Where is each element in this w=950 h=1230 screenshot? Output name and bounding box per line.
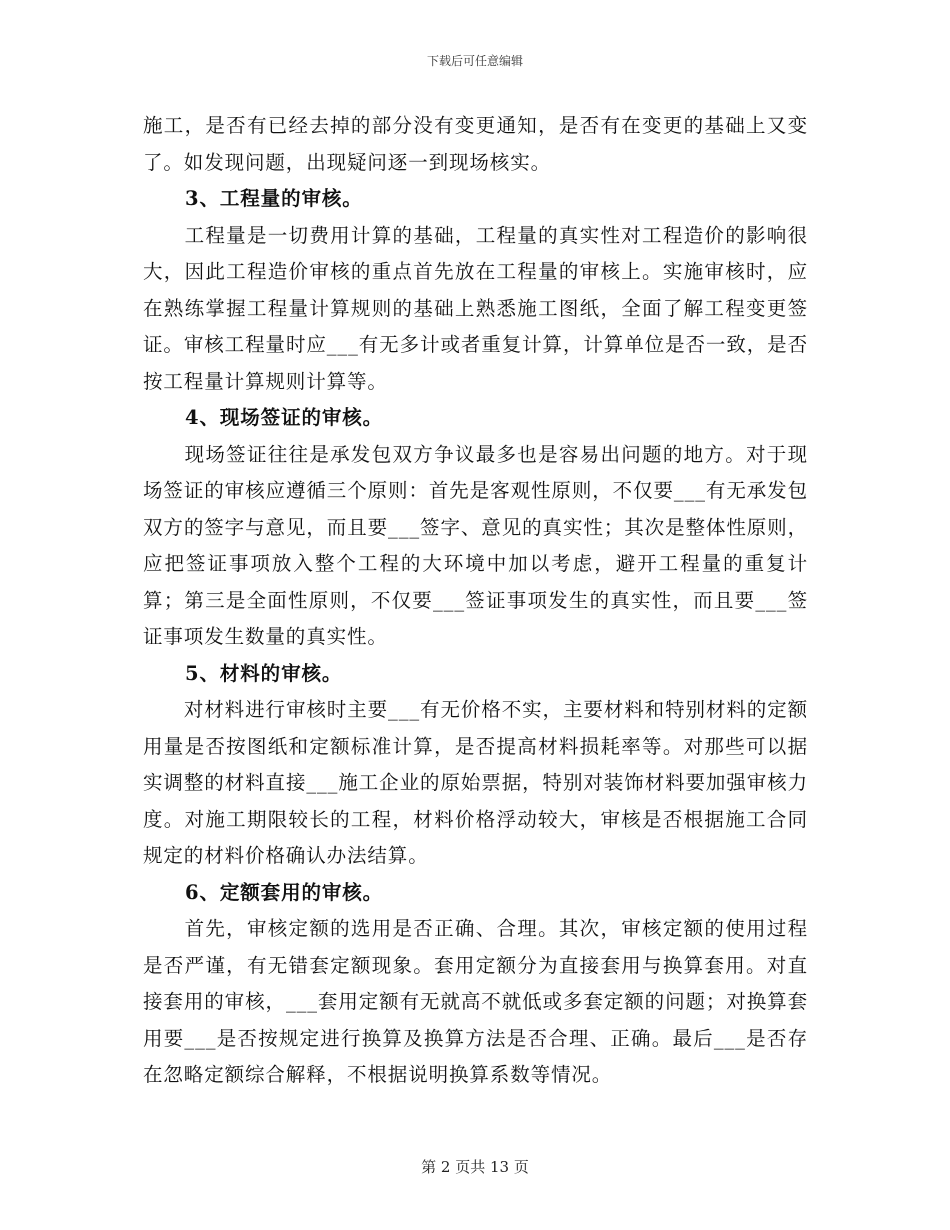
paragraph-section-3: 工程量是一切费用计算的基础，工程量的真实性对工程造价的影响很大，因此工程造价审核的重点首先放在工程量的审核上。实施审核时，应在熟练掌握工程量计算规则的基础上熟悉施工图纸，全面了解工程变更签证。审核工程量时应___有无多计或者重复计算，计算单位是否一致，是否按工程量计算规则计算等。: [143, 223, 808, 393]
section-heading-6: 6、定额套用的审核。: [185, 880, 384, 904]
paragraph-section-4: 现场签证往往是承发包双方争议最多也是容易出问题的地方。对于现场签证的审核应遵循三个原则：首先是客观性原则，不仅要___有无承发包双方的签字与意见，而且要___签字、意见的真实性；其次是整体性原则，应把签证事项放入整个工程的大环境中加以考虑，避开工程量的重复计算；第三是全面性原则，不仅要___签证事项发生的真实性，而且要___签证事项发生数量的真实性。: [143, 442, 808, 648]
page-header: 下载后可任意编辑: [426, 54, 523, 68]
page-footer: 第 2 页共 13 页: [421, 1158, 529, 1176]
paragraph-intro: 施工，是否有已经去掉的部分没有变更通知，是否有在变更的基础上又变了。如发现问题，出现疑问逐一到现场核实。: [143, 114, 808, 174]
section-heading-3: 3、工程量的审核。: [185, 187, 363, 210]
paragraph-section-6: 首先，审核定额的选用是否正确、合理。其次，审核定额的使用过程是否严谨，有无错套定额现象。套用定额分为直接套用与换算套用。对直接套用的审核，___套用定额有无就高不就低或多套定额的问题；对换算套用要___是否按规定进行换算及换算方法是否合理、正确。最后___是否存在忽略定额综合解释，不根据说明换算系数等情况。: [143, 917, 808, 1086]
section-heading-5: 5、材料的审核。: [185, 661, 343, 685]
document-body: [143, 108, 808, 1094]
paragraph-section-5: 对材料进行审核时主要___有无价格不实，主要材料和特别材料的定额用量是否按图纸和定额标准计算，是否提高材料损耗率等。对那些可以据实调整的材料直接___施工企业的原始票据，特别对装饰材料要加强审核力度。对施工期限较长的工程，材料价格浮动较大，审核是否根据施工合同规定的材料价格确认办法结算。: [143, 698, 808, 867]
section-heading-4: 4、现场签证的审核。: [185, 406, 384, 429]
